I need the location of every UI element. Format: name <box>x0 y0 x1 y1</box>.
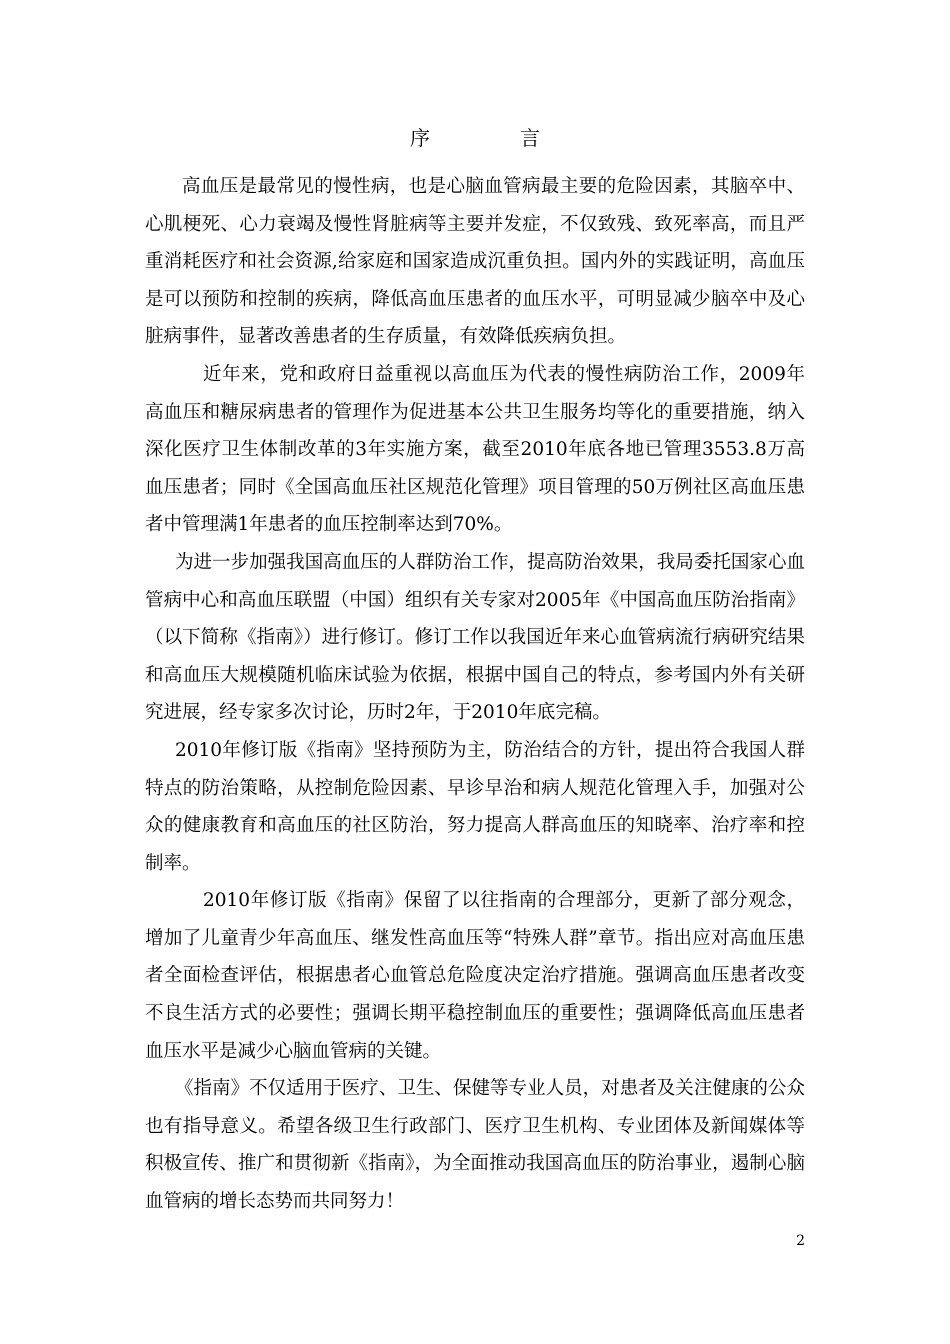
preface-body <box>145 168 805 1221</box>
paragraph-2: 近年来，党和政府日益重视以高血压为代表的慢性病防治工作，2009年高血压和糖尿病患者的管理作为促进基本公共卫生服务均等化的重要措施，纳入深化医疗卫生体制改革的3年实施方案，截至2010年底各地已管理3553.8万高血压患者；同时《全国高血压社区规范化管理》项目管理的50万例社区高血压患者中管理满1年患者的血压控制率达到70%。 <box>145 363 805 536</box>
page-title: 序言 <box>410 126 630 150</box>
paragraph-6: 《指南》不仅适用于医疗、卫生、保健等专业人员，对患者及关注健康的公众也有指导意义。希望各级卫生行政部门、医疗卫生机构、专业团体及新闻媒体等积极宣传、推广和贯彻新《指南》，为全面推动我国高血压的防治事业，遏制心脑血管病的增长态势而共同努力！ <box>145 1078 805 1213</box>
paragraph-5: 2010年修订版《指南》保留了以往指南的合理部分，更新了部分观念，增加了儿童青少年高血压、继发性高血压等“特殊人群”章节。指出应对高血压患者全面检查评估，根据患者心血管总危险度决定治疗措施。强调高血压患者改变不良生活方式的必要性；强调长期平稳控制血压的重要性；强调降低高血压患者血压水平是减少心脑血管病的关键。 <box>145 890 805 1062</box>
paragraph-1: 高血压是最常见的慢性病，也是心脑血管病最主要的危险因素，其脑卒中、心肌梗死、心力衰竭及慢性肾脏病等主要并发症，不仅致残、致死率高，而且严重消耗医疗和社会资源,给家庭和国家造成沉重负担。国内外的实践证明，高血压是可以预防和控制的疾病，降低高血压患者的血压水平，可明显减少脑卒中及心脏病事件，显著改善患者的生存质量，有效降低疾病负担。 <box>145 176 805 348</box>
paragraph-4: 2010年修订版《指南》坚持预防为主，防治结合的方针，提出符合我国人群特点的防治策略，从控制危险因素、早诊早治和病人规范化管理入手，加强对公众的健康教育和高血压的社区防治，努力提高人群高血压的知晓率、治疗率和控制率。 <box>145 739 805 874</box>
paragraph-3: 为进一步加强我国高血压的人群防治工作，提高防治效果，我局委托国家心血管病中心和高血压联盟（中国）组织有关专家对2005年《中国高血压防治指南》（以下简称《指南》）进行修订。修订工作以我国近年来心血管病流行病研究结果和高血压大规模随机临床试验为依据，根据中国自己的特点，参考国内外有关研究进展，经专家多次讨论，历时2年，于2010年底完稿。 <box>145 551 805 724</box>
page-number: 2 <box>796 1233 805 1249</box>
